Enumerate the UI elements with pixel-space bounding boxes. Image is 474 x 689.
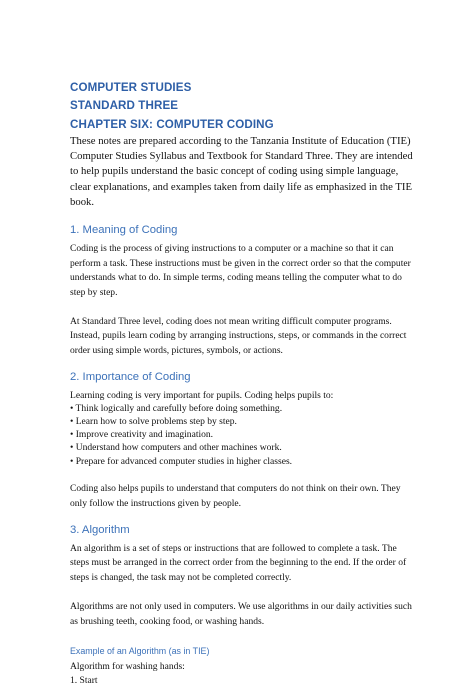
algorithm-paragraph-1: An algorithm is a set of steps or instructions that are followed to complete a task. The steps must be arranged in the correct order from the beginning to the end. If the order of steps is changed, the task may not be completed correctly.: [70, 542, 407, 583]
page-content: [70, 79, 415, 689]
subject-title: COMPUTER STUDIES: [70, 81, 192, 94]
section-heading-meaning: 1. Meaning of Coding: [70, 223, 178, 236]
class-title: STANDARD THREE: [70, 99, 179, 113]
paragraph-spacer: [70, 468, 415, 483]
importance-lead: Learning coding is very important for pupils. Coding helps pupils to:: [70, 389, 334, 401]
algorithm-paragraph-2: Algorithms are not only used in computers. We use algorithms in our daily activities such as brushing teeth, cooking food, or washing hands.: [70, 601, 412, 627]
bullet-item: • Learn how to solve problems step by step.: [70, 416, 237, 428]
bullet-item: • Improve creativity and imagination.: [70, 429, 214, 441]
bullet-item: • Understand how computers and other machines work.: [70, 442, 282, 454]
example-lead: Algorithm for washing hands:: [70, 660, 185, 672]
paragraph-spacer: [70, 300, 415, 315]
bullet-item: • Think logically and carefully before doing something.: [70, 402, 283, 414]
algorithm-step: 1. Start: [70, 675, 98, 687]
intro-paragraph: These notes are prepared according to the Tanzania Institute of Education (TIE) Computer Studies Syllabus and Textbook for Standard Three. They are intended to help pupils understand the basic concept of coding using simple language, clear explanations, and examples taken from daily life as emphasized in the TIE book.: [70, 134, 413, 208]
paragraph-spacer: [70, 585, 415, 600]
section-heading-importance: 2. Importance of Coding: [70, 370, 191, 383]
bullet-item: • Prepare for advanced computer studies in higher classes.: [70, 455, 293, 467]
section-heading-algorithm: 3. Algorithm: [70, 523, 130, 536]
importance-paragraph-2: Coding also helps pupils to understand that computers do not think on their own. They only follow the instructions given by people.: [70, 483, 401, 510]
paragraph-spacer: [70, 629, 415, 644]
meaning-paragraph-2: At Standard Three level, coding does not mean writing difficult computer programs. Instead, pupils learn coding by arranging instructions, steps, or commands in the correct order using simple words, pictures, symbols, or actions.: [70, 315, 407, 357]
meaning-paragraph-1: Coding is the process of giving instructions to a computer or a machine so that it can perform a task. These instructions must be given in the correct order so that the computer understands what to do. In simple terms, coding means telling the computer what to do step by step.: [70, 242, 411, 298]
section-spacer: [70, 512, 415, 522]
section-spacer: [70, 359, 415, 369]
chapter-title: CHAPTER SIX: COMPUTER CODING: [70, 117, 274, 131]
example-subheading: Example of an Algorithm (as in TIE): [70, 645, 210, 656]
